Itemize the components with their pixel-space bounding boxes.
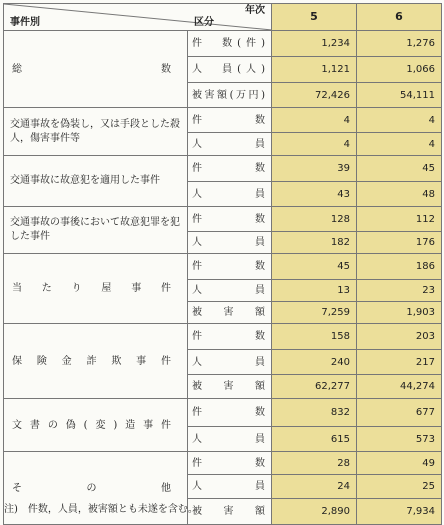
value-cell-v6: 25 [357, 475, 442, 499]
table-row [4, 31, 442, 57]
value-cell-v6: 44,274 [357, 375, 442, 399]
category-cell: 交通事故の事後において故意犯罪を犯した事件 [4, 207, 188, 254]
value-cell-v6: 176 [357, 232, 442, 254]
value-cell-v5: 615 [272, 427, 357, 452]
footnote-label: 注) [4, 504, 18, 515]
subcategory-cell: 件 数(件) [188, 31, 272, 57]
subcategory-cell: 件 数 [188, 254, 272, 280]
value-cell-v6: 217 [357, 350, 442, 375]
value-cell-v5: 832 [272, 399, 357, 427]
category-cell: 保険金詐欺事件 [4, 324, 188, 399]
value-cell-v5: 24 [272, 475, 357, 499]
year-label: 年次 [245, 5, 265, 16]
value-cell-v5: 1,234 [272, 31, 357, 57]
table-row [4, 254, 442, 280]
category-cell: 当たり屋事件 [4, 254, 188, 324]
value-cell-v6: 23 [357, 280, 442, 302]
subcategory-cell: 件 数 [188, 324, 272, 350]
subcategory-cell: 被 害 額 [188, 302, 272, 324]
table-row [4, 399, 442, 427]
value-cell-v5: 43 [272, 182, 357, 207]
value-cell-v6: 112 [357, 207, 442, 232]
value-cell-v5: 182 [272, 232, 357, 254]
subcategory-cell: 件 数 [188, 156, 272, 182]
category-cell: 総 数 [4, 31, 188, 108]
subcategory-cell: 被 害 額 [188, 499, 272, 525]
diagonal-line [4, 4, 272, 30]
table-row [4, 156, 442, 182]
year-6-header: 6 [357, 4, 442, 31]
kubun-label: 区分 [194, 17, 214, 28]
category-cell: そ の 他 [4, 452, 188, 525]
subcategory-cell: 人 員 [188, 427, 272, 452]
value-cell-v6: 186 [357, 254, 442, 280]
value-cell-v5: 45 [272, 254, 357, 280]
subcategory-cell: 人 員 [188, 475, 272, 499]
value-cell-v5: 4 [272, 133, 357, 156]
value-cell-v6: 1,276 [357, 31, 442, 57]
value-cell-v5: 28 [272, 452, 357, 475]
value-cell-v6: 54,111 [357, 83, 442, 108]
value-cell-v6: 1,066 [357, 57, 442, 83]
footnote-text: 件数，人員，被害額とも未遂を含む。 [27, 504, 198, 515]
subcategory-cell: 人 員 [188, 182, 272, 207]
value-cell-v6: 1,903 [357, 302, 442, 324]
value-cell-v5: 7,259 [272, 302, 357, 324]
header-corner-cell [4, 4, 272, 31]
value-cell-v5: 2,890 [272, 499, 357, 525]
value-cell-v5: 240 [272, 350, 357, 375]
value-cell-v6: 4 [357, 133, 442, 156]
category-cell: 交通事故に故意犯を適用した事件 [4, 156, 188, 207]
jiken-label: 事件別 [10, 17, 40, 28]
category-cell: 交通事故を偽装し，又は手段とした殺人，傷害事件等 [4, 108, 188, 156]
value-cell-v6: 49 [357, 452, 442, 475]
value-cell-v6: 4 [357, 108, 442, 133]
table-row [4, 207, 442, 232]
value-cell-v6: 7,934 [357, 499, 442, 525]
table-row [4, 324, 442, 350]
footnote [4, 500, 198, 515]
year-5-header: 5 [272, 4, 357, 31]
table-body [4, 31, 442, 525]
value-cell-v6: 203 [357, 324, 442, 350]
value-cell-v5: 4 [272, 108, 357, 133]
table-row [4, 452, 442, 475]
category-cell: 文書の偽(変)造事件 [4, 399, 188, 452]
table-header-row [4, 4, 442, 31]
value-cell-v6: 45 [357, 156, 442, 182]
value-cell-v5: 62,277 [272, 375, 357, 399]
value-cell-v5: 158 [272, 324, 357, 350]
traffic-crime-table [3, 3, 442, 525]
subcategory-cell: 件 数 [188, 207, 272, 232]
subcategory-cell: 人 員 [188, 280, 272, 302]
value-cell-v6: 48 [357, 182, 442, 207]
subcategory-cell: 人 員(人) [188, 57, 272, 83]
value-cell-v6: 573 [357, 427, 442, 452]
subcategory-cell: 人 員 [188, 232, 272, 254]
subcategory-cell: 件 数 [188, 108, 272, 133]
subcategory-cell: 被 害 額 [188, 375, 272, 399]
value-cell-v5: 1,121 [272, 57, 357, 83]
subcategory-cell: 人 員 [188, 133, 272, 156]
value-cell-v5: 72,426 [272, 83, 357, 108]
value-cell-v5: 39 [272, 156, 357, 182]
value-cell-v6: 677 [357, 399, 442, 427]
subcategory-cell: 件 数 [188, 452, 272, 475]
subcategory-cell: 被害額(万円) [188, 83, 272, 108]
subcategory-cell: 件 数 [188, 399, 272, 427]
value-cell-v5: 128 [272, 207, 357, 232]
value-cell-v5: 13 [272, 280, 357, 302]
table-row [4, 108, 442, 133]
subcategory-cell: 人 員 [188, 350, 272, 375]
